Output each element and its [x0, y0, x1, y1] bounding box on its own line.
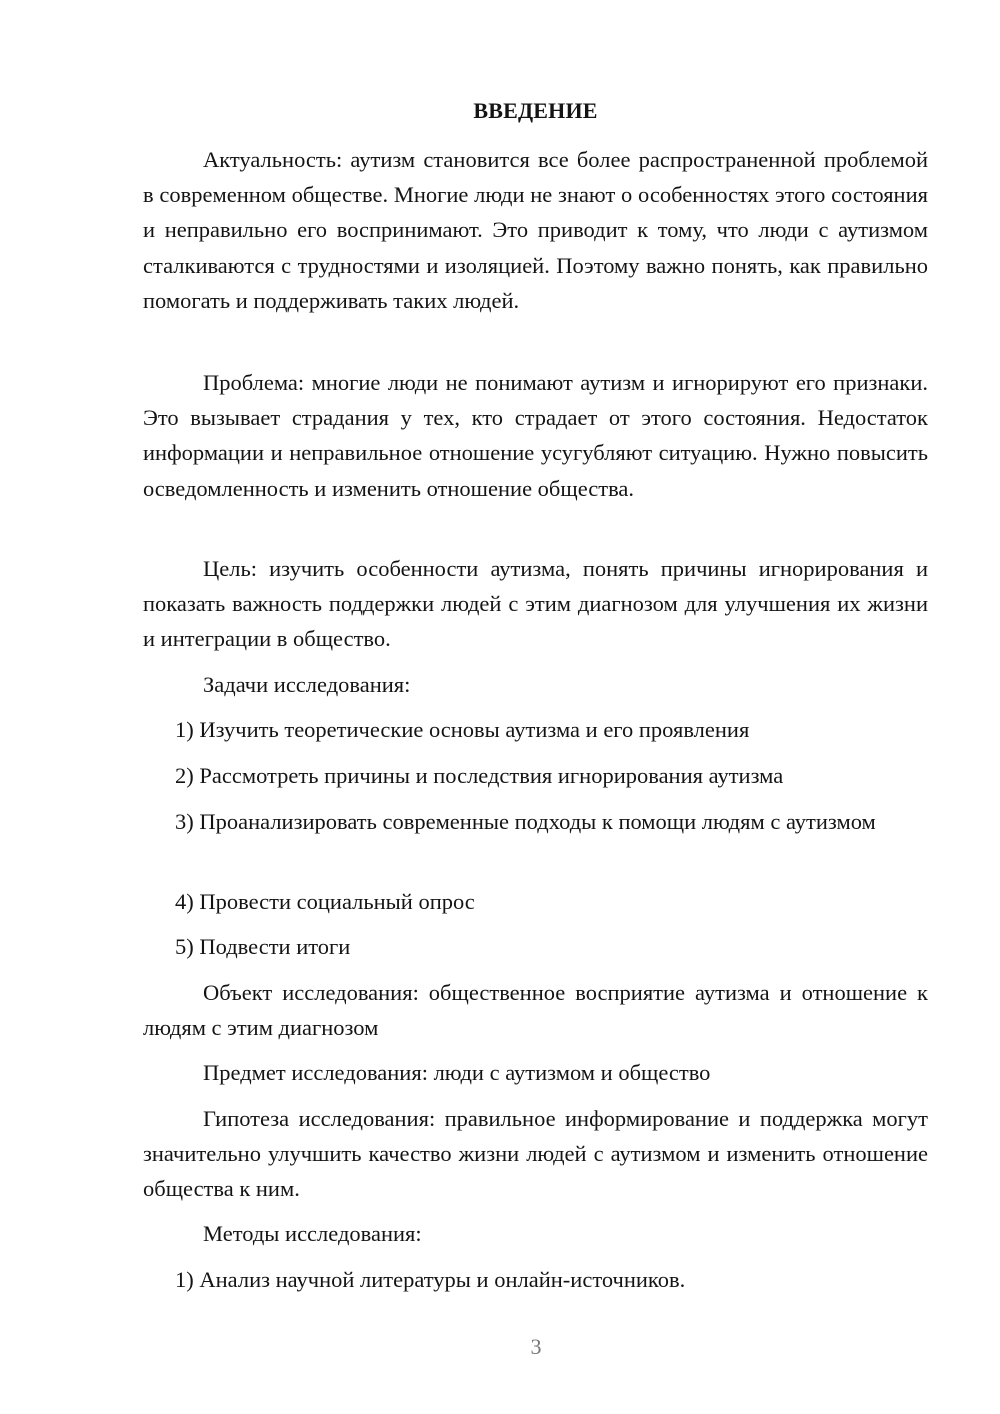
page-title: ВВЕДЕНИЕ [473, 98, 598, 123]
task-item-5: 5) Подвести итоги [175, 934, 351, 959]
methods-heading: Методы исследования: [203, 1221, 422, 1246]
task-item-1: 1) Изучить теоретические основы аутизма и его проявления [175, 717, 750, 742]
subject-paragraph: Предмет исследования: люди с аутизмом и общество [203, 1060, 711, 1085]
object-paragraph: Объект исследования: общественное восприятие аутизма и отношение к людям с этим диагнозом [143, 980, 928, 1041]
method-item-1: 1) Анализ научной литературы и онлайн-источников. [175, 1267, 686, 1292]
problem-paragraph: Проблема: многие люди не понимают аутизм и игнорируют его признаки. Это вызывает страдания у тех, кто страдает от этого состояния. Недостаток информации и неправильное отношение усугубляют ситуацию. Нужно повысить осведомленность и изменить отношение общества. [143, 370, 928, 501]
task-item-4: 4) Провести социальный опрос [175, 889, 475, 914]
page-number: 3 [530, 1334, 542, 1359]
relevance-paragraph: Актуальность: аутизм становится все более распространенной проблемой в современном обществе. Многие люди не знают о особенностях этого состояния и неправильно его воспринимают. Это приводит к тому, что люди с аутизмом сталкиваются с трудностями и изоляцией. Поэтому важно понять, как правильно помогать и поддерживать таких людей. [143, 147, 928, 313]
task-item-3: 3) Проанализировать современные подходы к помощи людям с аутизмом [175, 809, 876, 834]
hypothesis-paragraph: Гипотеза исследования: правильное информирование и поддержка могут значительно улучшить качество жизни людей с аутизмом и изменить отношение общества к ним. [143, 1106, 928, 1202]
task-item-2: 2) Рассмотреть причины и последствия игнорирования аутизма [175, 763, 784, 788]
tasks-heading: Задачи исследования: [203, 672, 411, 697]
goal-paragraph: Цель: изучить особенности аутизма, понять причины игнорирования и показать важность поддержки людей с этим диагнозом для улучшения их жизни и интеграции в общество. [143, 556, 928, 652]
